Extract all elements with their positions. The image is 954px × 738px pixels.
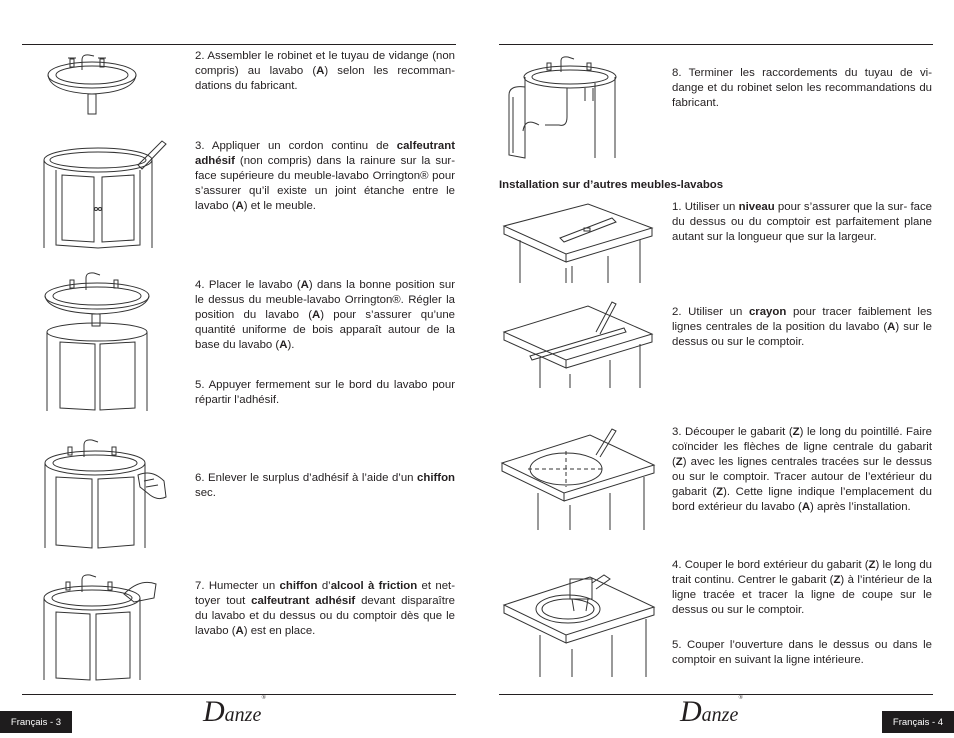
bold-term: A [235,200,244,212]
top-rule-right [499,44,933,45]
step-3-text: 3. Appliquer un cordon continu de calfeutrant adhésif (non compris) dans la rainure sur la sur- face supérieure du meuble-lavabo Orrington® pour s’assurer qu’il existe un joint étanche entre le lavabo (A) et le meuble. [195,140,455,212]
bold-term: Z [833,574,841,586]
bold-term: A [300,279,309,291]
step-r5-text: 5. Couper l’ouverture dans le dessus ou dans le comptoir en suivant la ligne intérieure. [672,639,932,666]
sink-faucet-illustration [42,50,142,120]
step-7-text: 7. Humecter un chiffon d’alcool à friction et net- toyer tout calfeutrant adhésif devant disparaître du lavabo et du dessus ou du comptoir dès que le lavabo (A) est en place. [195,580,455,637]
bold-term: A [279,339,288,351]
vanity-wipe-illustration [40,435,170,550]
bold-term: alcool à friction [330,580,418,592]
bold-term: Z [792,426,800,438]
step-r1-text: 1. Utiliser un niveau pour s’assurer que la sur- face du dessus ou du comptoir est parfaitement plane autant sur la longueur que sur la largeur. [672,201,932,243]
bold-term: calfeutrant adhésif [251,595,356,607]
countertop-template-illustration [498,425,660,530]
bold-term: chiffon [279,580,318,592]
bold-term: Z [868,559,876,571]
step-r4-text: 4. Couper le bord extérieur du gabarit (Z) le long du trait continu. Centrer le gabarit (Z) à l’intérieur de la ligne tracée et tracer la ligne de coupe sur le dessus ou sur le comptoir. [672,559,932,616]
vanity-sink-placement-illustration [40,268,155,413]
top-rule-left [22,44,456,45]
bold-term: calfeutrant adhésif [195,140,455,167]
bold-term: crayon [748,306,787,318]
bold-term: A [316,65,325,77]
vanity-plumbing-illustration [505,55,620,160]
bold-term: chiffon [417,472,455,484]
step-8-text: 8. Terminer les raccordements du tuyau de vi- dange et du robinet selon les recommandations du fabricant. [672,67,932,109]
step-4-text: 4. Placer le lavabo (A) dans la bonne position sur le dessus du meuble-lavabo Orrington®. Régler la position du lavabo (A) pour s’assurer qu’une quantité uniforme de bois apparaît autour de la base du lavabo (A). [195,279,455,351]
bold-term: A [312,309,321,321]
bold-term: A [887,321,896,333]
countertop-pencil-illustration [500,298,658,388]
bold-term: Z [716,486,724,498]
bold-term: A [235,625,244,637]
footer-page-label-right: Français - 4 [882,711,954,733]
bold-term: Z [675,456,683,468]
vanity-clean-illustration [40,570,160,682]
vanity-caulk-illustration [38,135,168,250]
step-6-text: 6. Enlever le surplus d’adhésif à l’aide d’un chiffon sec. [195,472,455,499]
step-2-text: 2. Assembler le robinet et le tuyau de vidange (non compris) au lavabo (A) selon les recomman- dations du fabricant. [195,50,455,92]
danze-logo-left: Danze® [203,695,266,728]
countertop-cut-illustration [500,565,660,677]
step-5-text: 5. Appuyer fermement sur le bord du lavabo pour répartir l’adhésif. [195,379,455,406]
footer-page-label-left: Français - 3 [0,711,72,733]
bold-term: A [801,501,811,513]
countertop-level-illustration [500,198,658,283]
step-r2-text: 2. Utiliser un crayon pour tracer faiblement les lignes centrales de la position du lavabo (A) sur le dessus ou sur le comptoir. [672,306,932,348]
bold-term: niveau [738,201,775,213]
step-r3-text: 3. Découper le gabarit (Z) le long du pointillé. Faire coïncider les flèches de ligne centrale du gabarit (Z) avec les lignes centrales tracées sur le dessus ou sur le comptoir. Tracer autour de l’extérieur du gabarit (Z). Cette ligne indique l’emplacement du bord extérieur du lavabo (A) après l’installation. [672,426,932,513]
section-heading: Installation sur d’autres meubles-lavabos [499,179,724,191]
danze-logo-right: Danze® [680,695,743,728]
